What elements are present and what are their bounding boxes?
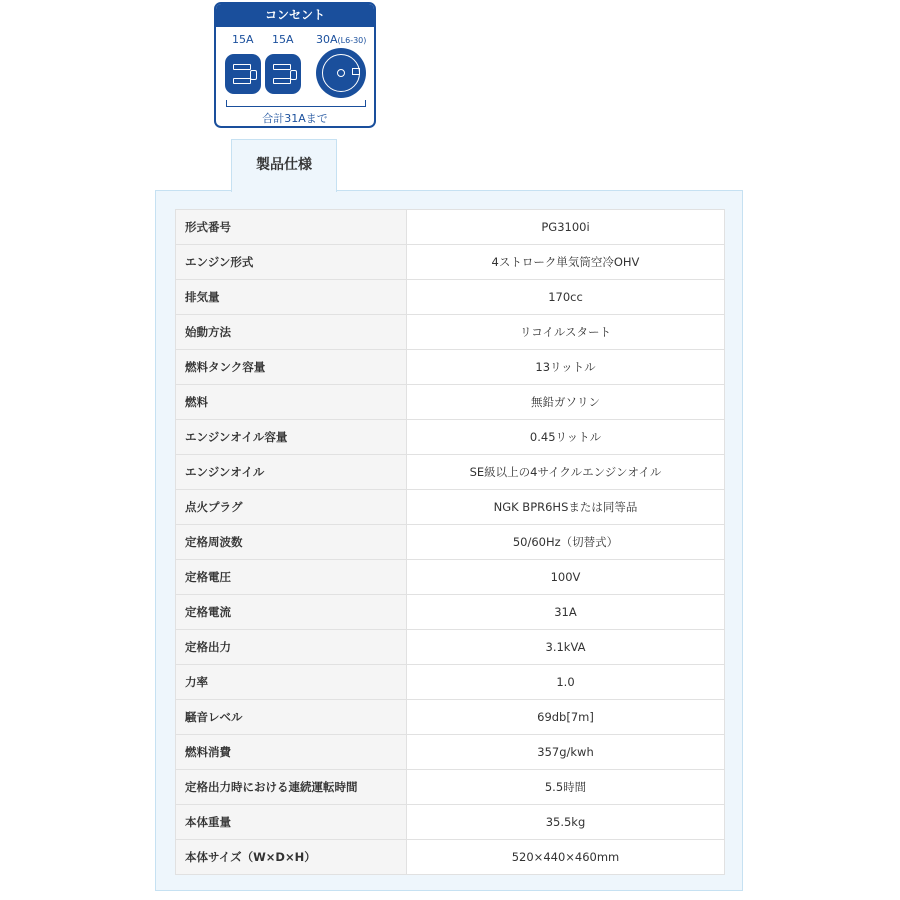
- spec-value: 170cc: [407, 280, 725, 315]
- spec-label: 力率: [176, 665, 407, 700]
- socket-15a-icon: [265, 54, 301, 94]
- table-row: [176, 840, 725, 875]
- socket-label-1: 15A: [232, 33, 254, 46]
- spec-value: 0.45リットル: [407, 420, 725, 455]
- spec-label: エンジンオイル容量: [176, 420, 407, 455]
- table-row: [176, 525, 725, 560]
- table-row: [176, 490, 725, 525]
- table-row: [176, 560, 725, 595]
- spec-label: 形式番号: [176, 210, 407, 245]
- socket-label-2: 15A: [272, 33, 294, 46]
- spec-label: 本体重量: [176, 805, 407, 840]
- table-row: [176, 595, 725, 630]
- spec-label: エンジン形式: [176, 245, 407, 280]
- spec-value: 69db[7m]: [407, 700, 725, 735]
- table-row: [176, 350, 725, 385]
- tab-product-spec[interactable]: 製品仕様: [231, 139, 337, 192]
- table-row: [176, 455, 725, 490]
- table-row: [176, 630, 725, 665]
- spec-label: 騒音レベル: [176, 700, 407, 735]
- spec-label: 点火プラグ: [176, 490, 407, 525]
- table-row: [176, 210, 725, 245]
- spec-value: リコイルスタート: [407, 315, 725, 350]
- spec-value: 357g/kwh: [407, 735, 725, 770]
- table-row: [176, 700, 725, 735]
- spec-table: [175, 209, 725, 875]
- spec-value: PG3100i: [407, 210, 725, 245]
- table-row: [176, 665, 725, 700]
- table-row: [176, 420, 725, 455]
- spec-value: 31A: [407, 595, 725, 630]
- spec-value: 35.5kg: [407, 805, 725, 840]
- socket-15a-icon: [225, 54, 261, 94]
- outlet-total: 合計31Aまで: [262, 112, 328, 125]
- table-row: [176, 735, 725, 770]
- total-bracket: [226, 100, 366, 107]
- outlet-title: コンセント: [216, 4, 374, 27]
- spec-label: 燃料: [176, 385, 407, 420]
- table-row: [176, 385, 725, 420]
- spec-value: NGK BPR6HSまたは同等品: [407, 490, 725, 525]
- spec-panel: [155, 190, 743, 891]
- spec-label: 排気量: [176, 280, 407, 315]
- socket-30a-twistlock-icon: [316, 48, 366, 98]
- socket-label-3-note: (L6-30): [337, 36, 367, 45]
- table-row: [176, 245, 725, 280]
- spec-value: 1.0: [407, 665, 725, 700]
- spec-label: 定格電圧: [176, 560, 407, 595]
- spec-value: 無鉛ガソリン: [407, 385, 725, 420]
- spec-value: 50/60Hz（切替式）: [407, 525, 725, 560]
- socket-label-3-amps: 30A: [316, 33, 338, 46]
- spec-value: SE級以上の4サイクルエンジンオイル: [407, 455, 725, 490]
- table-row: [176, 315, 725, 350]
- spec-label: 燃料タンク容量: [176, 350, 407, 385]
- spec-label: 定格電流: [176, 595, 407, 630]
- spec-label: 燃料消費: [176, 735, 407, 770]
- spec-label: 本体サイズ（W×D×H）: [176, 840, 407, 875]
- table-row: [176, 770, 725, 805]
- table-row: [176, 280, 725, 315]
- spec-label: 定格出力: [176, 630, 407, 665]
- spec-label: 始動方法: [176, 315, 407, 350]
- spec-value: 3.1kVA: [407, 630, 725, 665]
- spec-label: エンジンオイル: [176, 455, 407, 490]
- spec-value: 520×440×460mm: [407, 840, 725, 875]
- table-row: [176, 805, 725, 840]
- spec-label: 定格出力時における連続運転時間: [176, 770, 407, 805]
- socket-label-3: [316, 33, 366, 46]
- spec-value: 5.5時間: [407, 770, 725, 805]
- outlet-badge: [214, 2, 376, 128]
- spec-label: 定格周波数: [176, 525, 407, 560]
- spec-value: 13リットル: [407, 350, 725, 385]
- spec-value: 4ストローク単気筒空冷OHV: [407, 245, 725, 280]
- spec-value: 100V: [407, 560, 725, 595]
